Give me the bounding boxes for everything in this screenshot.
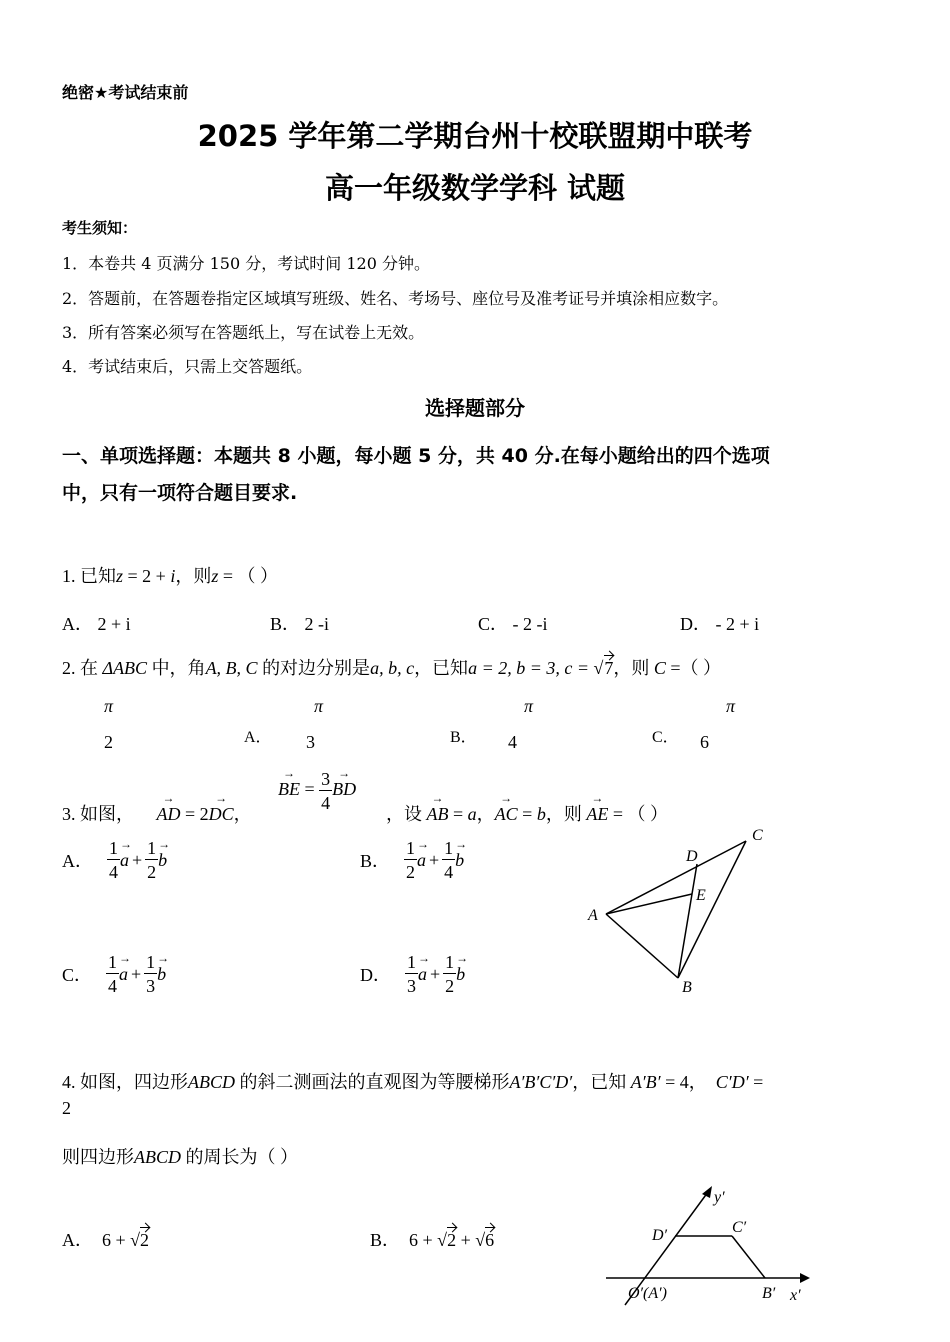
question-3: 3. 如图， → AD = 2→ DC， <box>62 800 252 826</box>
q4-continuation: 2 <box>62 1098 71 1118</box>
q3-option-d[interactable]: D． $\frac{1}{3}$ → a + $\frac{1}{2}$ → b <box>360 944 465 1004</box>
q3-option-a[interactable]: A． $\frac{1}{4}$ → a + $\frac{1}{2}$ → b <box>62 830 167 890</box>
q3-option-c[interactable]: C． $\frac{1}{4}$ → a + $\frac{1}{3}$ → b <box>62 944 166 1004</box>
q2-pi: π <box>314 696 324 716</box>
q2-den: 2 <box>104 732 113 752</box>
q3-option-b[interactable]: B． $\frac{1}{2}$ → a + $\frac{1}{4}$ → b <box>360 830 464 890</box>
exam-title: 2025 学年第二学期台州十校联盟期中联考 <box>197 119 753 153</box>
q4-option-b[interactable]: B． 6 + √2 + √6 <box>370 1230 495 1250</box>
section-instruction-cont: 中，只有一项符合题目要求. <box>62 482 298 504</box>
section-instruction: 一、单项选择题：本题共 8 小题，每小题 5 分，共 40 分.在每小题给出的四个选项 <box>62 445 770 467</box>
label-b: B <box>682 979 692 996</box>
q1-option-c[interactable]: C． - 2 -i <box>478 614 548 634</box>
q3-be-formula: → BE = $\frac{3}{4}$ → BD <box>278 770 356 812</box>
trapezoid-figure <box>600 1180 820 1320</box>
label-e: E <box>696 887 706 904</box>
label-b-prime: B′ <box>762 1285 776 1302</box>
question-4: 4. 如图，四边形ABCD 的斜二测画法的直观图为等腰梯形A′B′C′D′，已知 A′B′ = 4， C′D′ = <box>62 1072 764 1092</box>
label-origin: O′(A′) <box>628 1285 667 1302</box>
notice-item: 1．本卷共 4 页满分 150 分，考试时间 120 分钟。 <box>62 254 430 273</box>
q2-den: 6 <box>700 732 709 752</box>
label-x-axis: x′ <box>790 1287 801 1304</box>
question-1: 1. 已知z = 2 + i，则z = （ ） <box>62 566 279 586</box>
q2-option-b[interactable]: B． <box>450 729 477 746</box>
q3-definitions: ，设 → AB = a，→ AC = b，则 → AE = （ ） <box>386 800 668 826</box>
label-d-prime: D′ <box>652 1227 668 1244</box>
q2-option-a[interactable]: A． <box>244 729 272 746</box>
secret-label: 绝密★考试结束前 <box>62 83 189 102</box>
exam-subtitle: 高一年级数学学科 试题 <box>324 171 626 205</box>
triangle-figure <box>580 820 780 1000</box>
q2-pi: π <box>104 696 114 716</box>
notice-item: 4．考试结束后，只需上交答题纸。 <box>62 357 313 376</box>
q2-den: 4 <box>508 732 517 752</box>
label-c: C <box>752 827 763 844</box>
label-y-axis: y′ <box>714 1189 725 1206</box>
label-d: D <box>686 848 698 865</box>
q2-pi: π <box>524 696 534 716</box>
notice-item: 2．答题前，在答题卷指定区域填写班级、姓名、考场号、座位号及准考证号并填涂相应数字。 <box>62 289 729 308</box>
q2-den: 3 <box>306 732 315 752</box>
notice-heading: 考生须知： <box>62 219 138 237</box>
question-2: 2. 在 ΔABC 中，角A, B, C 的对边分别是a, b, c，已知a = 2, b = 3, c = √7，则 C =（ ） <box>62 658 722 678</box>
q1-option-b[interactable]: B． 2 -i <box>270 614 330 634</box>
q2-option-c[interactable]: C． <box>652 729 679 746</box>
q4-option-a[interactable]: A． 6 + √2 <box>62 1230 150 1250</box>
notice-item: 3．所有答案必须写在答题纸上，写在试卷上无效。 <box>62 323 425 342</box>
section-title: 选择题部分 <box>425 396 525 420</box>
label-c-prime: C′ <box>732 1219 747 1236</box>
q1-option-a[interactable]: A． 2 + i <box>62 614 131 634</box>
q2-pi: π <box>726 696 736 716</box>
q1-option-d[interactable]: D． - 2 + i <box>680 614 760 634</box>
q4-question-line: 则四边形ABCD 的周长为（ ） <box>62 1147 298 1167</box>
label-a: A <box>588 907 598 924</box>
